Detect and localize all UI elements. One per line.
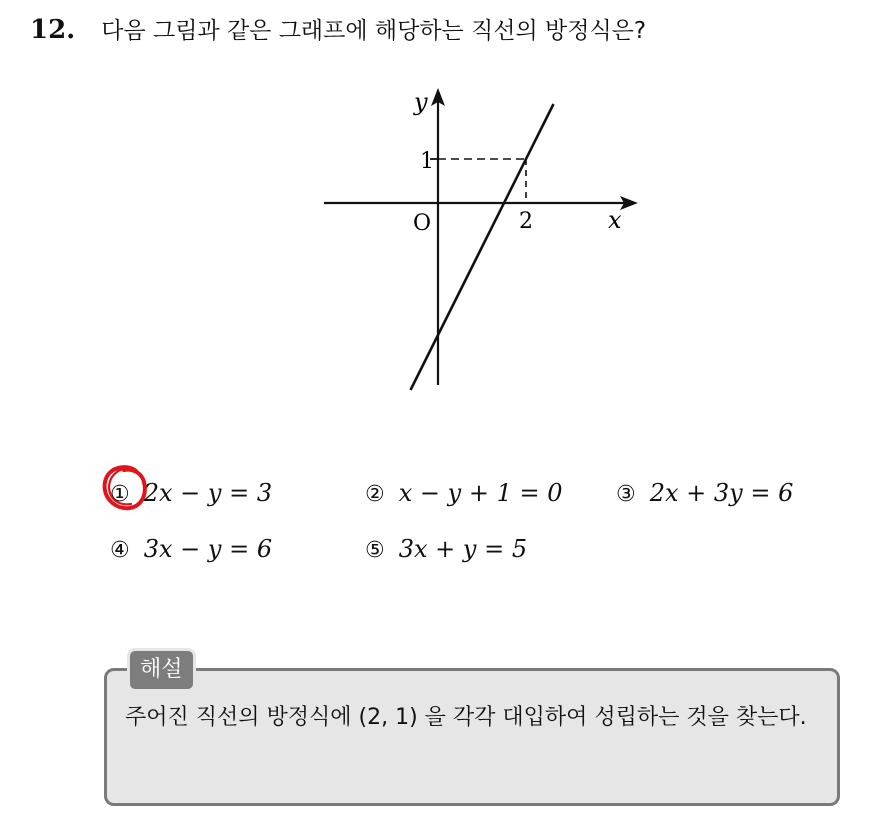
question xyxy=(30,12,646,49)
choice-marker: ④ xyxy=(110,538,130,563)
choice-1[interactable] xyxy=(110,477,272,511)
x-axis-label: x xyxy=(608,206,622,234)
coordinate-graph xyxy=(310,80,650,400)
choice-marker: ② xyxy=(365,482,385,507)
choice-equation: 3x + y = 5 xyxy=(398,535,528,563)
choice-equation: 3x − y = 6 xyxy=(143,535,273,563)
choice-equation: 2x − y = 3 xyxy=(143,479,273,507)
choice-marker: ⑤ xyxy=(365,538,385,563)
origin-label: O xyxy=(413,211,432,236)
solution-text: 주어진 직선의 방정식에 (2, 1) 을 각각 대입하여 성립하는 것을 찾는다. xyxy=(125,705,807,730)
question-number: 12. xyxy=(30,15,76,45)
choice-equation: 2x + 3y = 6 xyxy=(649,479,794,507)
choice-5[interactable] xyxy=(365,533,527,567)
choice-3[interactable] xyxy=(616,477,793,511)
y-axis-label: y xyxy=(414,88,428,116)
choice-4[interactable] xyxy=(110,533,272,567)
y-tick-label: 1 xyxy=(420,149,434,174)
choice-marker: ① xyxy=(110,482,130,507)
graph-line xyxy=(411,104,554,390)
choice-2[interactable] xyxy=(365,477,562,511)
solution-label: 해설 xyxy=(127,648,196,692)
choice-equation: x − y + 1 = 0 xyxy=(398,479,563,507)
question-text: 다음 그림과 같은 그래프에 해당하는 직선의 방정식은? xyxy=(101,18,647,44)
choice-marker: ③ xyxy=(616,482,636,507)
x-tick-label: 2 xyxy=(519,209,533,234)
